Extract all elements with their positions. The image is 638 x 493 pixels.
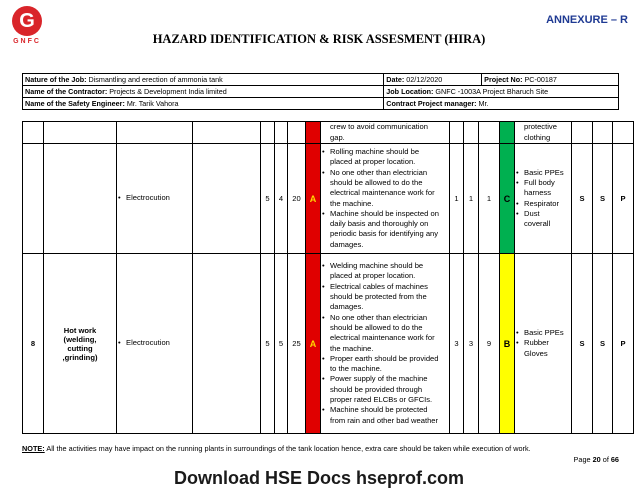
activity-cell	[44, 144, 117, 254]
control-line: Machine should be inspected on	[330, 208, 439, 218]
control-line: the machine.	[330, 198, 374, 208]
table-cell	[44, 122, 117, 144]
severity-cell: 5	[261, 254, 275, 434]
control-measures-cell	[321, 144, 450, 254]
ppe-text: protective	[524, 122, 557, 132]
control-item	[322, 313, 448, 354]
control-line: daily basis and thoroughly on	[330, 219, 429, 229]
status-cell: S	[572, 254, 593, 434]
ppe-line: Respirator	[524, 198, 560, 208]
table-cell	[479, 122, 500, 144]
table-cell	[275, 122, 288, 144]
status-cell: P	[613, 254, 634, 434]
download-link[interactable]: Download HSE Docs hseprof.com	[173, 468, 465, 488]
project-cell	[482, 74, 619, 86]
page-title: HAZARD IDENTIFICATION & RISK ASSESMENT (HIRA)	[152, 32, 486, 46]
residual-probability-cell: 1	[464, 144, 479, 254]
control-line: should be protected from the	[330, 292, 427, 302]
ppe-line: Gloves	[524, 348, 548, 358]
location-value: GNFC -1003A Project Bharuch Site	[433, 87, 549, 96]
probability-cell: 4	[275, 144, 288, 254]
table-cell	[117, 122, 193, 144]
control-line: to the machine.	[330, 364, 382, 374]
page-of: of	[600, 455, 611, 464]
risk-score-cell: 20	[288, 144, 306, 254]
engineer-cell	[23, 98, 384, 110]
ppe-cell	[515, 122, 572, 144]
control-line: should be provided through	[330, 384, 423, 394]
residual-severity-cell: 3	[450, 254, 464, 434]
ppe-line: coverall	[524, 219, 551, 229]
table-cell	[261, 122, 275, 144]
table-row	[23, 254, 634, 434]
location-label: Job Location:	[386, 87, 434, 96]
control-item	[322, 405, 448, 426]
project-value: PC-00187	[522, 75, 557, 84]
ppe-text: clothing	[524, 132, 551, 142]
contractor-value: Projects & Development India limited	[107, 87, 227, 96]
page-number	[574, 455, 619, 464]
ppe-item	[516, 209, 570, 230]
ppe-line: Dust	[524, 208, 540, 218]
control-line: electrical maintenance work for	[330, 333, 435, 343]
table-cell	[193, 122, 261, 144]
table-cell	[593, 122, 613, 144]
sno-cell: 8	[23, 254, 44, 434]
probability-cell: 5	[275, 254, 288, 434]
job-cell	[23, 74, 384, 86]
note-label: NOTE:	[22, 444, 45, 453]
contractor-cell	[23, 86, 384, 98]
project-label: Project No:	[484, 75, 523, 84]
page-total: 66	[610, 455, 619, 464]
risk-cell-red	[306, 122, 321, 144]
residual-risk-score-cell: 9	[479, 254, 500, 434]
hazard-cell	[117, 144, 193, 254]
activity-cell	[44, 254, 117, 434]
activity-line: Hot work	[63, 325, 97, 335]
manager-cell	[384, 98, 619, 110]
hazard-text: • Electrocution	[118, 338, 191, 348]
control-line: Machine should be protected	[330, 405, 428, 415]
info-row	[23, 74, 619, 86]
page-current: 20	[592, 455, 601, 464]
control-item	[322, 261, 448, 282]
ppe-line: harness	[524, 188, 552, 198]
date-label: Date:	[386, 75, 405, 84]
logo-text: GNFC	[13, 38, 41, 45]
control-item	[322, 374, 448, 405]
control-line: damages.	[330, 302, 364, 312]
control-measures-cell	[321, 254, 450, 434]
table-row	[23, 122, 634, 144]
control-line: electrical maintenance work for	[330, 188, 435, 198]
ppe-item	[516, 178, 570, 199]
ppe-item	[516, 328, 570, 338]
ppe-line: Full body	[524, 177, 555, 187]
risk-score-cell: 25	[288, 254, 306, 434]
risk-level-cell: A	[306, 254, 321, 434]
job-value: Dismantling and erection of ammonia tank	[86, 75, 223, 84]
table-cell	[193, 254, 261, 434]
residual-risk-level-cell: C	[500, 144, 515, 254]
control-line: the machine.	[330, 343, 374, 353]
control-item	[322, 168, 448, 209]
hazard-text: • Electrocution	[118, 193, 191, 203]
control-text: gap.	[330, 132, 345, 142]
table-cell	[288, 122, 306, 144]
control-line: proper rated ELCBs or GFCIs.	[330, 394, 433, 404]
manager-label: Contract Project manager:	[386, 99, 477, 108]
hazard-cell	[117, 254, 193, 434]
ppe-item	[516, 199, 570, 209]
contractor-label: Name of the Contractor:	[25, 87, 108, 96]
activity-line: cutting	[67, 343, 93, 353]
sno-cell	[23, 144, 44, 254]
engineer-value: Mr. Tarik Vahora	[124, 99, 179, 108]
control-line: Power supply of the machine	[330, 374, 428, 384]
residual-probability-cell: 3	[464, 254, 479, 434]
risk-cell-green	[500, 122, 515, 144]
status-cell: P	[613, 144, 634, 254]
ppe-item	[516, 338, 570, 359]
engineer-label: Name of the Safety Engineer:	[25, 99, 125, 108]
table-cell	[23, 122, 44, 144]
ppe-line: Basic PPEs	[524, 328, 564, 338]
status-cell: S	[593, 254, 613, 434]
info-row	[23, 86, 619, 98]
manager-value: Mr.	[476, 99, 489, 108]
control-line: should be allowed to do the	[330, 177, 423, 187]
hira-table	[22, 121, 634, 434]
date-cell	[384, 74, 482, 86]
table-cell	[613, 122, 634, 144]
control-item	[322, 282, 448, 313]
logo-emblem-icon: G	[12, 6, 42, 36]
ppe-line: Rubber	[524, 338, 549, 348]
note-text: All the activities may have impact on the running plants in surroundings of the tank location hence, extra care should be taken while execution of work.	[44, 444, 531, 453]
table-cell	[464, 122, 479, 144]
control-item	[322, 209, 448, 250]
residual-severity-cell: 1	[450, 144, 464, 254]
control-line: damages.	[330, 239, 364, 249]
status-cell: S	[572, 144, 593, 254]
ppe-line: Basic PPEs	[524, 167, 564, 177]
job-label: Nature of the Job:	[25, 75, 87, 84]
job-info-table	[22, 73, 619, 110]
control-line: periodic basis for identifying any	[330, 229, 439, 239]
control-line: Electrical cables of machines	[330, 281, 428, 291]
location-cell	[384, 86, 619, 98]
ppe-cell	[515, 144, 572, 254]
residual-risk-score-cell: 1	[479, 144, 500, 254]
table-row	[23, 144, 634, 254]
activity-line: ,grinding)	[62, 352, 98, 362]
control-line: No one other than electrician	[330, 312, 428, 322]
control-line: No one other than electrician	[330, 167, 428, 177]
control-item	[322, 354, 448, 375]
ppe-cell	[515, 254, 572, 434]
control-line: Rolling machine should be	[330, 147, 420, 157]
control-line: Proper earth should be provided	[330, 353, 439, 363]
note	[22, 444, 531, 453]
info-row	[23, 98, 619, 110]
control-line: should be allowed to do the	[330, 322, 423, 332]
control-line: from rain and other bad weather	[330, 415, 439, 425]
control-measures-cell	[321, 122, 450, 144]
control-line: placed at proper location.	[330, 157, 416, 167]
table-cell	[572, 122, 593, 144]
residual-risk-level-cell: B	[500, 254, 515, 434]
annexure-label: ANNEXURE – R	[546, 14, 628, 26]
status-cell: S	[593, 144, 613, 254]
table-cell	[193, 144, 261, 254]
page-prefix: Page	[573, 455, 593, 464]
activity-line: (welding,	[63, 334, 97, 344]
risk-level-cell: A	[306, 144, 321, 254]
ppe-item	[516, 168, 570, 178]
control-text: crew to avoid communication	[330, 122, 428, 132]
severity-cell: 5	[261, 144, 275, 254]
table-cell	[450, 122, 464, 144]
date-value: 02/12/2020	[404, 75, 443, 84]
control-line: placed at proper location.	[330, 271, 416, 281]
control-line: Welding machine should be	[330, 261, 424, 271]
control-item	[322, 147, 448, 168]
